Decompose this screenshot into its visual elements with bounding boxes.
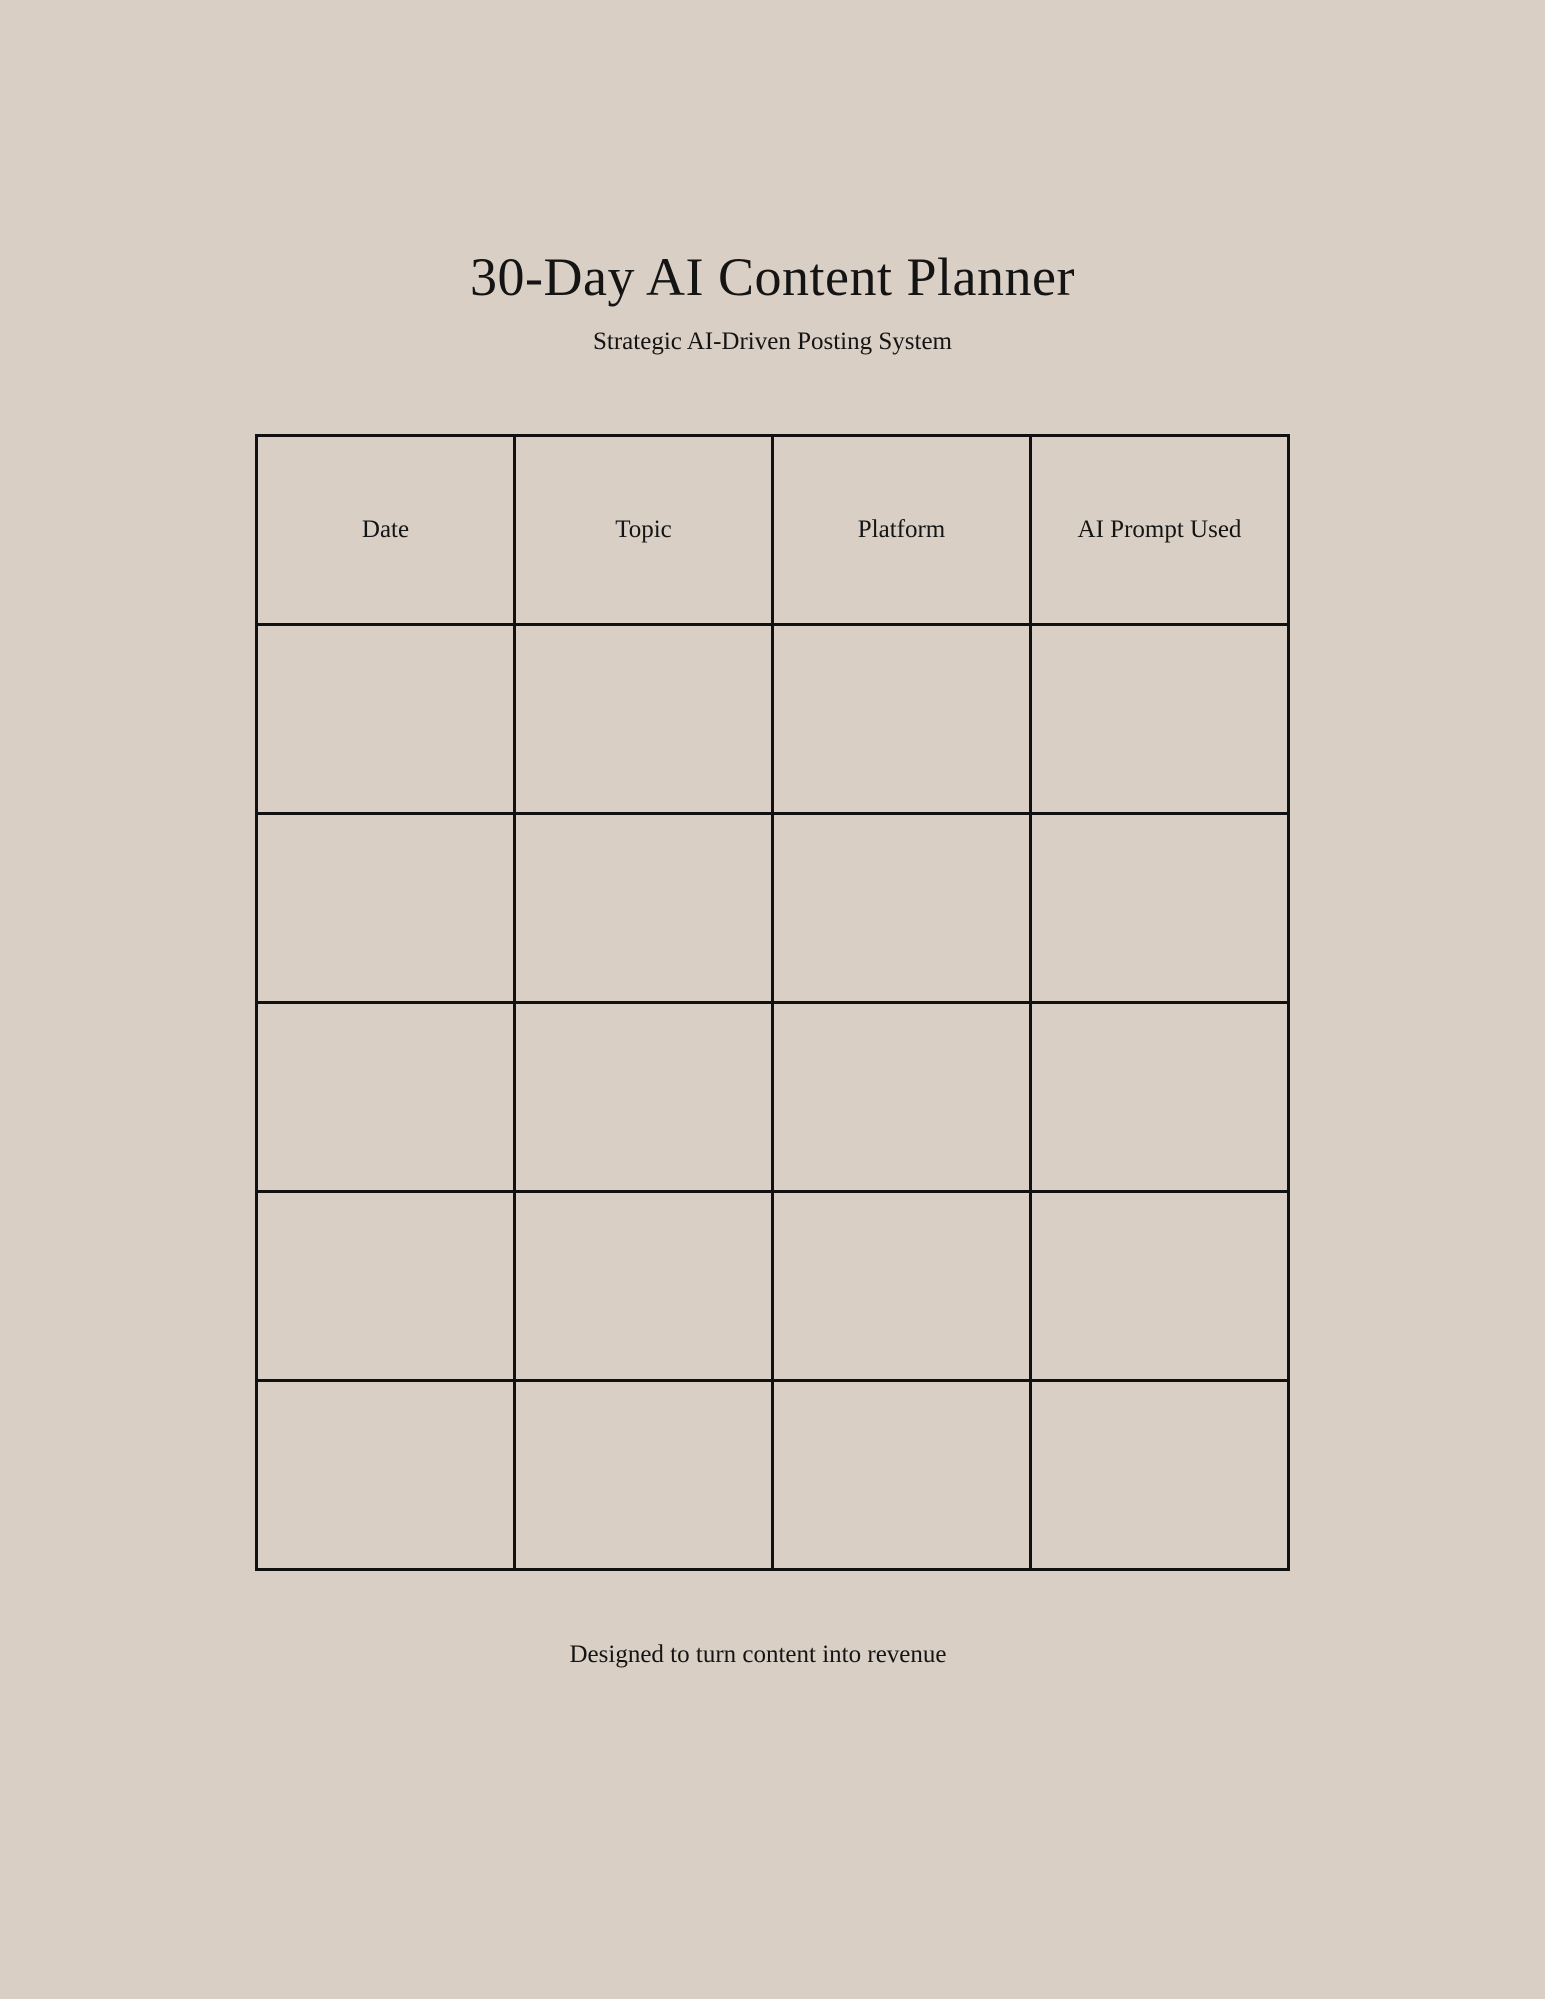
- table-header: [257, 436, 1289, 625]
- table-row: [257, 814, 1289, 1003]
- topic-cell[interactable]: [515, 1192, 773, 1381]
- date-cell[interactable]: [257, 1192, 515, 1381]
- date-cell[interactable]: [257, 1003, 515, 1192]
- footer-tagline: Designed to turn content into revenue: [569, 1641, 947, 1668]
- header-date: Date: [257, 436, 515, 625]
- ai-prompt-cell[interactable]: [1031, 625, 1289, 814]
- header-ai-prompt-used: AI Prompt Used: [1031, 436, 1289, 625]
- table-body: [257, 625, 1289, 1570]
- table-row: [257, 1381, 1289, 1570]
- date-cell[interactable]: [257, 1381, 515, 1570]
- topic-cell[interactable]: [515, 814, 773, 1003]
- page-subtitle: Strategic AI-Driven Posting System: [593, 328, 952, 355]
- header-topic: Topic: [515, 436, 773, 625]
- ai-prompt-cell[interactable]: [1031, 1192, 1289, 1381]
- ai-prompt-cell[interactable]: [1031, 1381, 1289, 1570]
- table-row: [257, 625, 1289, 814]
- platform-cell[interactable]: [773, 625, 1031, 814]
- date-cell[interactable]: [257, 625, 515, 814]
- ai-prompt-cell[interactable]: [1031, 1003, 1289, 1192]
- platform-cell[interactable]: [773, 814, 1031, 1003]
- table-row: [257, 1003, 1289, 1192]
- platform-cell[interactable]: [773, 1003, 1031, 1192]
- date-cell[interactable]: [257, 814, 515, 1003]
- page-title: 30-Day AI Content Planner: [470, 247, 1075, 307]
- topic-cell[interactable]: [515, 1003, 773, 1192]
- topic-cell[interactable]: [515, 625, 773, 814]
- ai-prompt-cell[interactable]: [1031, 814, 1289, 1003]
- content-planner-table: [255, 434, 1290, 1571]
- topic-cell[interactable]: [515, 1381, 773, 1570]
- header-row: [257, 436, 1289, 625]
- table-row: [257, 1192, 1289, 1381]
- header-platform: Platform: [773, 436, 1031, 625]
- platform-cell[interactable]: [773, 1381, 1031, 1570]
- platform-cell[interactable]: [773, 1192, 1031, 1381]
